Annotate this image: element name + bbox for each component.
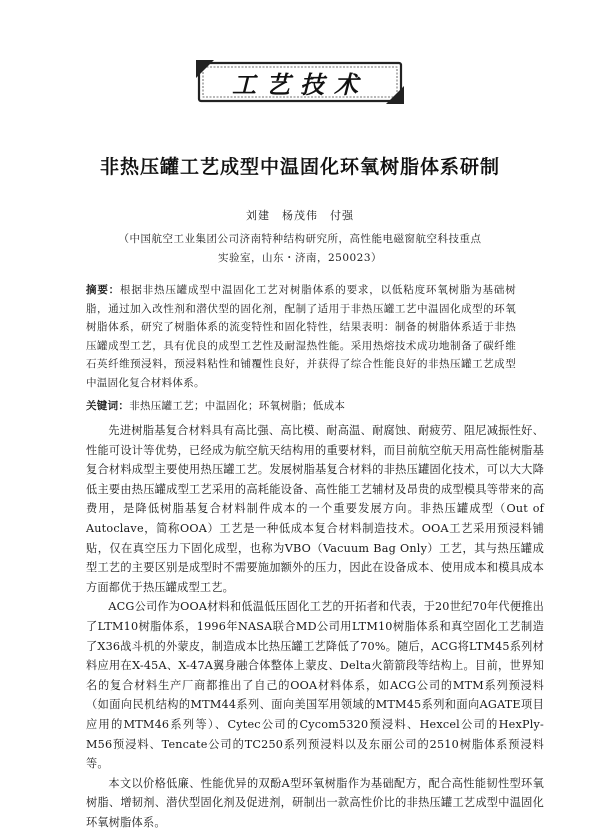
affiliation-line-1: （中国航空工业集团公司济南特种结构研究所，高性能电磁窗航空科技重点 — [118, 233, 482, 245]
paper-title: 非热压罐工艺成型中温固化环氧树脂体系研制 — [99, 156, 500, 178]
paper-affiliation — [0, 230, 600, 268]
abstract-label: 摘要： — [86, 284, 120, 296]
body-paragraph-2: ACG公司作为OOA材料和低温低压固化工艺的开拓者和代表，于20世纪70年代便推出了LTM10树脂体系，1996年NASA联合MD公司用LTM10树脂体系和真空固化工艺制造了X36战斗机的外蒙皮，制造成本比热压罐工艺降低了70%。随后，ACG将LTM45系列材料应用在X-45A、X-47A翼身融合体整体上蒙皮、Delta火箭箭段等结构上。目前，世界知名的复合材料生产厂商都推出了自己的OOA材料体系，如ACG公司的MTM系列预浸料（如面向民机结构的MTM44系列、面向美国军用领域的MTM45系列和面向AGATE项目应用的MTM46系列等）、Cytec公司的Cycom5320预浸料、Hexcel公司的HexPly-M56预浸料、Tencate公司的TC250系列预浸料以及东丽公司的2510树脂体系预浸料等。 — [86, 600, 544, 771]
body-paragraph-1: 先进树脂基复合材料具有高比强、高比模、耐高温、耐腐蚀、耐疲劳、阻尼减振性好、性能可设计等优势，已经成为航空航天结构用的重要材料，而目前航空航天用高性能树脂基复合材料成型主要使用热压罐工艺。发展树脂基复合材料的非热压罐固化技术，可以大大降低主要由热压罐成型工艺采用的高耗能设备、高性能工艺辅材及昂贵的成型模具等带来的高费用，是降低树脂基复合材料制件成本的一个重要发展方向。非热压罐成型（Out of Autoclave，简称OOA）工艺是一种低成本复合材料制造技术。OOA工艺采用预浸料铺贴，仅在真空压力下固化成型，也称为VBO（Vacuum Bag Only）工艺，其与热压罐成型工艺的主要区别是成型时不需要施加额外的压力，因此在设备成本、使用成本和模具成本方面都优于热压罐成型工艺。 — [86, 424, 544, 594]
keywords-text: 非热压罐工艺；中温固化；环氧树脂；低成本 — [129, 400, 346, 412]
keywords-label: 关键词： — [86, 400, 130, 412]
section-banner — [196, 60, 404, 104]
section-title: 工艺技术 — [232, 69, 368, 99]
paper-authors: 刘建 杨茂伟 付强 — [246, 209, 354, 222]
abstract-text: 根据非热压罐成型中温固化工艺对树脂体系的要求，以低粘度环氧树脂为基础树脂，通过加入改性剂和潜伏型的固化剂，配制了适用于非热压罐工艺中温固化成型的环氧树脂体系，研究了树脂体系的流变特性和固化特性，结果表明：制备的树脂体系适于非热压罐成型工艺，具有优良的成型工艺性及耐湿热性能。采用热熔技术成功地制备了碳纤维石英纤维预浸料，预浸料粘性和铺覆性良好，并获得了综合性能良好的非热压罐工艺成型中温固化复合材料体系。 — [86, 284, 517, 389]
body-text — [86, 421, 544, 832]
body-paragraph-3: 本文以价格低廉、性能优异的双酚A型环氧树脂作为基础配方，配合高性能韧性型环氧树脂、增韧剂、潜伏型固化剂及促进剂，研制出一款高性价比的非热压罐工艺成型中温固化环氧树脂体系。 — [86, 776, 544, 829]
abstract — [86, 281, 516, 393]
keywords — [86, 397, 516, 415]
affiliation-line-2: 实验室，山东・济南，250023） — [217, 252, 383, 264]
